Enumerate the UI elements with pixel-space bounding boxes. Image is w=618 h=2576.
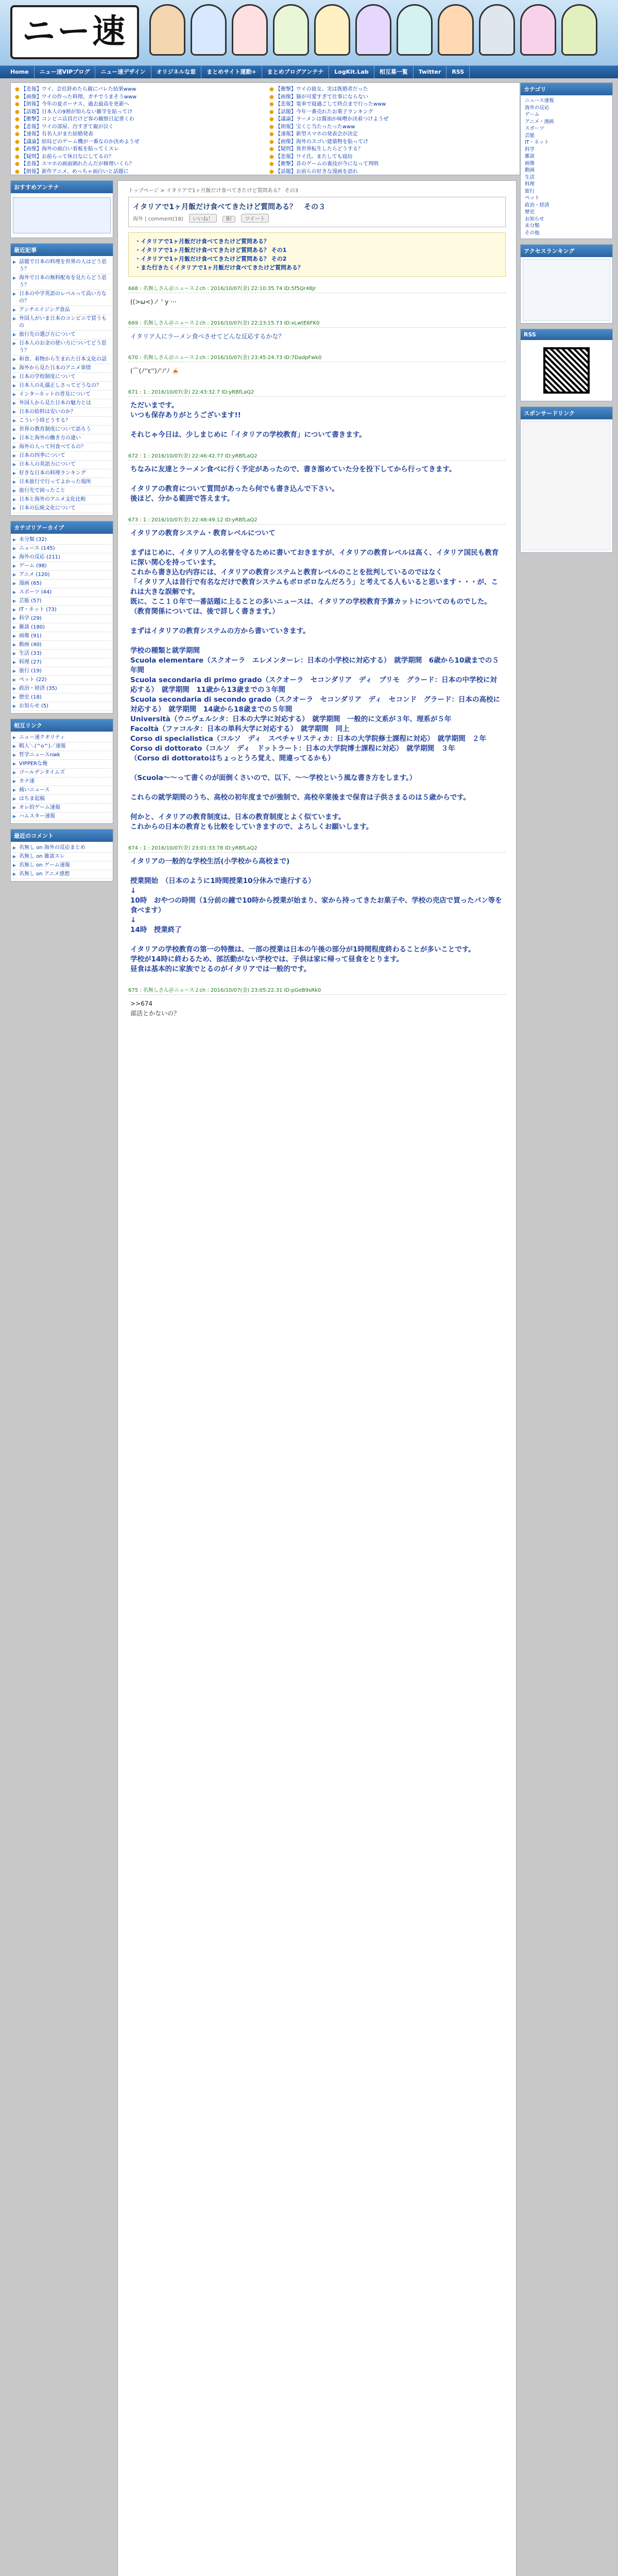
sidebar-box — [520, 406, 613, 553]
sidebar-box-title: RSS — [521, 329, 612, 340]
sidebar-link[interactable]: その他 — [525, 230, 540, 236]
sidebar-link[interactable]: ▶ ニュース (145) — [13, 545, 111, 553]
sidebar-link[interactable]: ▶ 旅行 (19) — [13, 667, 111, 676]
response-body: ((>ω<)ノ ' y ··· — [130, 298, 177, 306]
sponsored-ad[interactable] — [523, 421, 610, 550]
character-illustration — [149, 4, 185, 56]
response-header: 673 : 1 : 2016/10/07(金) 22:48:49.12 ID:yRBfLaQ2 — [128, 515, 506, 524]
news-headline-link[interactable]: ● 【朗報】今年の夏ボーナス、過去最高を更新へ — [15, 101, 261, 109]
sidebar-box-body — [11, 256, 113, 515]
sidebar-link[interactable]: ▶ 名無し on アニメ感想 — [13, 870, 111, 879]
sidebar-link[interactable]: ▶ 芸能 (57) — [13, 597, 111, 606]
sidebar-link[interactable]: 海外の反応 — [525, 105, 550, 111]
header-illustration — [149, 4, 613, 62]
related-article-link[interactable]: ・イタリアで1ヶ月飯だけ食べてきたけど質問ある？ — [135, 238, 269, 245]
sidebar-link[interactable]: スポーツ — [525, 126, 544, 131]
news-headline-link[interactable]: ● 【話題】お前らの好きな漫画を語れ — [269, 168, 516, 176]
thread-response — [128, 843, 506, 978]
news-headline-link[interactable]: ● 【衝撃】昔のゲームの裏技が今になって判明 — [269, 161, 516, 168]
sidebar-link[interactable]: ▶ 日本の中学英語のレベルって高い方なの？ — [13, 290, 111, 306]
sidebar-box-title: カテゴリ — [521, 83, 612, 95]
response-header: 675 : 名無しさん＠ニュース２ch : 2016/10/07(金) 23:05:22.31 ID:pGeB9sRk0 — [128, 986, 506, 995]
thread-response — [128, 451, 506, 508]
sidebar-link[interactable]: ▶ 画像 (91) — [13, 632, 111, 641]
response-body: ちなみに友達とラーメン食べに行く予定があったので、書き溜めていた分を投下してから行ってきます。 イタリアの教育について質問があったら何でも書き込んで下さい。 後ほど、分かる範囲で答えます。 — [130, 465, 456, 503]
sidebar-box-body — [521, 257, 612, 323]
nav-link[interactable]: オリジネルな窓 — [151, 66, 202, 78]
character-illustration — [520, 4, 556, 56]
sidebar-link[interactable]: ▶ はちま起稿 — [13, 795, 111, 804]
thread-response — [128, 986, 506, 1023]
sidebar-box-title: 最近記事 — [11, 244, 113, 256]
facebook-like-button[interactable]: いいね！ — [189, 214, 217, 223]
sidebar-box-title: 相互リンク — [11, 719, 113, 732]
news-headline-link[interactable]: ● 【疑問】異世界転生したらどうする？ — [269, 146, 516, 154]
nav-link[interactable]: Twitter — [414, 66, 447, 78]
sidebar-box-body — [11, 534, 113, 713]
nav-link[interactable]: ニュー速デザイン — [95, 66, 151, 78]
character-illustration — [355, 4, 391, 56]
article-meta — [133, 214, 501, 223]
sidebar-link[interactable]: ▶ 哲学ニュースnwk — [13, 751, 111, 760]
sidebar-link[interactable]: 雑談 — [525, 154, 535, 159]
nav-link[interactable]: RSS — [447, 66, 470, 78]
response-header: 674 : 1 : 2016/10/07(金) 23:01:33.78 ID:yRBfLaQ2 — [128, 843, 506, 853]
related-articles — [128, 232, 506, 277]
news-headline-link[interactable]: ● 【速報】有名人がまた結婚発表 — [15, 131, 261, 139]
category-comment-count[interactable]: 海外 | comment(18) — [133, 216, 183, 222]
sidebar-box-body — [11, 193, 113, 238]
news-headline-link[interactable]: ● 【悲報】ワイ氏、またしても寝坊 — [269, 154, 516, 161]
sidebar-link[interactable]: ▶ 科学 (29) — [13, 615, 111, 623]
tweet-button[interactable]: ツイート — [241, 214, 269, 223]
sidebar-box-body — [521, 340, 612, 401]
news-headline-link[interactable]: ● 【悲報】電車で寝過ごして終点まで行ったwww — [269, 101, 516, 109]
sidebar-link[interactable]: 動画 — [525, 167, 535, 173]
nav-link[interactable]: Home — [5, 66, 35, 78]
news-headline-link[interactable]: ● 【速報】新型スマホの発表会が決定 — [269, 131, 516, 139]
sidebar-link[interactable]: ▶ 好きな日本の料理ランキング — [13, 469, 111, 478]
nav-link[interactable]: まとめブログアンテナ — [262, 66, 330, 78]
thread-responses — [128, 284, 506, 1023]
sidebar-link[interactable]: ▶ ペット (22) — [13, 676, 111, 685]
sidebar-box — [10, 719, 113, 824]
sidebar-link[interactable]: 未分類 — [525, 223, 540, 229]
sidebar-link[interactable]: ニュース速報 — [525, 98, 554, 104]
news-headline-link[interactable]: ● 【画像】ワイの作った料理、ガチでうまそうwww — [15, 94, 261, 101]
sidebar-box-body — [11, 732, 113, 823]
nav-link[interactable]: LogKit.Lab — [329, 66, 374, 78]
related-article-link[interactable]: ・イタリアで1ヶ月飯だけ食べてきたけど質問ある？ その2 — [135, 256, 287, 262]
sidebar-link[interactable]: ▶ 海外で日本の無料配布を見たらどう思う？ — [13, 274, 111, 290]
sidebar-link[interactable]: ペット — [525, 195, 540, 201]
sidebar-link[interactable]: ▶ 外国人がいま日本のコンビニで買うもの — [13, 315, 111, 331]
character-illustration — [191, 4, 227, 56]
thread-response — [128, 387, 506, 444]
antenna-banner[interactable] — [13, 197, 111, 233]
news-headline-link[interactable]: ● 【議論】結局どのゲーム機が一番なのか決めようぜ — [15, 139, 261, 146]
character-illustration — [273, 4, 309, 56]
sidebar-link[interactable]: ▶ 日本の学校制度について — [13, 373, 111, 382]
sidebar-link[interactable]: ▶ インターネットの普及について — [13, 391, 111, 399]
sidebar-link[interactable]: ▶ 生活 (33) — [13, 650, 111, 658]
sidebar-link[interactable]: ▶ 名無し on 海外の反応まとめ — [13, 844, 111, 853]
sidebar-link[interactable]: 旅行 — [525, 188, 535, 194]
sidebar-link[interactable]: 画像 — [525, 160, 535, 166]
sidebar-link[interactable]: ▶ 日本と海外の働き方の違い — [13, 434, 111, 443]
news-headline-link[interactable]: ● 【話題】日本人の9割が知らない雑学を貼ってけ — [15, 109, 261, 116]
news-headline-link[interactable]: ● 【朗報】新作アニメ、めっちゃ面白いと話題に — [15, 168, 261, 176]
sidebar-link[interactable]: ▶ 名無し on 雑談スレ — [13, 853, 111, 861]
sidebar-link[interactable]: ▶ 海外の反応 (211) — [13, 553, 111, 562]
sidebar-link[interactable]: ▶ VIPPERな俺 — [13, 760, 111, 769]
character-illustration — [438, 4, 474, 56]
sidebar-link[interactable]: ▶ カナ速 — [13, 777, 111, 786]
sidebar-link[interactable]: ▶ お知らせ (5) — [13, 702, 111, 711]
news-headline-link[interactable]: ● 【衝撃】ワイの彼女、実は既婚者だった — [269, 86, 516, 94]
sidebar-link[interactable]: お知らせ — [525, 216, 544, 222]
sidebar-link[interactable]: 科学 — [525, 146, 535, 152]
sidebar-link[interactable]: ▶ 政治・経済 (35) — [13, 685, 111, 693]
site-logo[interactable]: ニー速 — [10, 5, 139, 59]
sidebar-link[interactable]: ▶ 和食、着物から生まれた日本文化の話 — [13, 355, 111, 364]
sidebar-link[interactable]: ▶ 未分類 (32) — [13, 536, 111, 545]
sidebar-box — [10, 521, 113, 714]
sidebar-box — [520, 82, 613, 239]
related-article-link[interactable]: ・イタリアで1ヶ月飯だけ食べてきたけど質問ある？ その1 — [135, 247, 287, 253]
sidebar-box-body — [521, 419, 612, 552]
sidebar-link[interactable]: 生活 — [525, 174, 535, 180]
hatena-bookmark-button[interactable]: B! — [222, 216, 235, 223]
sidebar-link[interactable]: 芸能 — [525, 132, 535, 139]
sidebar-link[interactable]: ▶ 日本の伝統文化について — [13, 504, 111, 513]
response-header: 672 : 1 : 2016/10/07(金) 22:46:42.77 ID:yRBfLaQ2 — [128, 451, 506, 461]
news-column-left — [11, 83, 265, 175]
news-headline-link[interactable]: ● 【朗報】宝くじ当たったったwww — [269, 124, 516, 131]
sidebar-box-body — [521, 95, 612, 239]
news-headline-link[interactable]: ● 【悲報】ワイ、会社辞めたら親にバレた結果www — [15, 86, 261, 94]
sidebar-box-title: おすすめアンテナ — [11, 181, 113, 193]
sidebar-link[interactable]: ゲーム — [525, 112, 540, 117]
sidebar-link[interactable]: ▶ 旅行先の選び方について — [13, 331, 111, 340]
response-body: (⌒(ﾉ''ε'')ﾉ'ﾉ'ﾉ 🍝 — [130, 367, 180, 375]
response-header: 670 : 名無しさん＠ニュース２ch : 2016/10/07(金) 23:45:24.73 ID:7DadpFwk0 — [128, 353, 506, 362]
sidebar-link[interactable]: ▶ 旅行先で困ったこと — [13, 487, 111, 496]
response-body: ただいまです。 いつも保存ありがとうございます!! それじゃ今日は、少しまじめに「イタリアの学校教育」について書きます。 — [130, 401, 366, 439]
sidebar-box-title: 最近のコメント — [11, 829, 113, 842]
sidebar-box — [520, 329, 613, 401]
news-headline-link[interactable]: ● 【衝撃】コンビニ店員だけど客の観察日記書くわ — [15, 116, 261, 124]
nav-link[interactable]: 相互募一覧 — [374, 66, 414, 78]
response-body: イタリアの教育システム・教育レベルについて まずはじめに、イタリア人の名誉を守るために書いておきますが、イタリアの教育レベルは高く、イタリア国民も教育に深い関心を持っています。 これから書き込む内容には、イタリアの教育システムと教育レベルのことを批判しているのではなく 「イタリア人は昔行で有名なだけで教育システムもボロボロなんだろう」と考えてる人もいると思います・・・が、これは大きな誤解です。 既に、ここ１０年で一番話題に上ることの多いニュースは、イタリアの学校教育予算カットについてのものでした。 （教育関係については、後で詳しく書きます。） まずはイタリアの教育システムの方から書いていきます。 学校の種類と就学期間 Scuola elementare（スクオーラ エレメンターレ：日本の小学校に対応する） 就学期間 6歳から10歳までの５年間 Scuola secondaria di primo grado（スクオーラ セコンダリア ディ プリモ グラード：日本の中学校に対応する） 就学期間 11歳から13歳までの３年間 Scuola secondaria di secondo grado（スクオーラ セコンダリア ディ セコンド グラード：日本の高校に対応する） 就学期間 14歳から18歳までの５年間 Università（ウニヴェルシタ：日本の大学に対応する） 就学期間 一般的に文系が３年、理系が５年 Facoltà（ファコルタ：日本の単科大学に対応する） 就学期間 同上 Corso di specialistica（コルソ ディ スペチャリスティカ：日本の大学院修士課程に対応） 就学期間 ２年 Corso di dottorato（コルソ ディ ドットラート：日本の大学院博士課程に対応） 就学期間 ３年 （Corso di dottoratoはちょっとうろ覚え、間違ってるかも） （Scuola～～って書くのが面倒くさいので、以下、～～学校という風な書き方をします。） これらの就学期間のうち、高校の初年度までが強制で、高校卒業後まで保育は子供さまるのは５歳からです。 何かと、イタリアの教育制度は、日本の教育制度とよく似ています。 これからの日本の教育とも比較をしていきますので、よろしくお願いします。 — [130, 529, 500, 831]
nav-link[interactable]: まとめサイト運動+ — [201, 66, 262, 78]
sidebar-link[interactable]: 歴史 — [525, 209, 535, 215]
sidebar-link[interactable]: ▶ こういう時どうする？ — [13, 417, 111, 426]
sidebar-box-title: スポンサードリンク — [521, 407, 612, 419]
sidebar-link[interactable]: ▶ 日本の四季について — [13, 452, 111, 461]
sidebar-link[interactable]: ▶ 漫画 (65) — [13, 580, 111, 588]
global-nav — [0, 66, 618, 78]
character-illustration — [232, 4, 268, 56]
qr-code-image — [543, 347, 590, 394]
sidebar-link[interactable]: ▶ ゴールデンタイムズ — [13, 769, 111, 777]
character-illustration — [479, 4, 515, 56]
sidebar-link[interactable]: ▶ 名無し on ゲーム速報 — [13, 861, 111, 870]
response-body: イタリア人にラーメン食べさせてどんな反応するかな？ — [130, 333, 285, 340]
sidebar-link[interactable]: ▶ オレ的ゲーム速報 — [13, 804, 111, 812]
news-headline-link[interactable]: ● 【悲報】ワイの部屋、汚すぎて親が泣く — [15, 124, 261, 131]
sidebar-link[interactable]: 料理 — [525, 181, 535, 187]
character-illustration — [314, 4, 350, 56]
thread-response — [128, 353, 506, 380]
sidebar-box — [10, 243, 113, 516]
sidebar-link[interactable]: ▶ 日本と海外のアニメ文化比較 — [13, 496, 111, 504]
news-headline-link[interactable]: ● 【疑問】お前らって休日なにしてるの？ — [15, 154, 261, 161]
ranking-widget[interactable] — [523, 259, 610, 321]
news-headline-link[interactable]: ● 【画像】海外の面白い看板を貼ってくスレ — [15, 146, 261, 154]
sidebar-link[interactable]: IT・ネット — [525, 140, 549, 145]
sidebar-link[interactable]: ▶ 歴史 (18) — [13, 693, 111, 702]
sidebar-link[interactable]: ▶ ゲーム (98) — [13, 562, 111, 571]
nav-link[interactable]: ニュー速VIPブログ — [35, 66, 96, 78]
sidebar-link[interactable]: ▶ 世界の教育制度について語ろう — [13, 426, 111, 434]
sidebar-box — [10, 829, 113, 882]
response-body: >>674 部活とかないの？ — [130, 1000, 180, 1017]
news-headline-link[interactable]: ● 【画像】猫が可愛すぎて仕事にならない — [269, 94, 516, 101]
sidebar-link[interactable]: ▶ アニメ (120) — [13, 571, 111, 580]
sidebar-link[interactable]: ▶ 日本人のお金の使い方についてどう思う？ — [13, 340, 111, 355]
news-headline-link[interactable]: ● 【話題】今年一番売れたお菓子ランキング — [269, 109, 516, 116]
sidebar-link[interactable]: ▶ IT・ネット (73) — [13, 606, 111, 615]
thread-response — [128, 284, 506, 311]
sidebar-link[interactable]: ▶ 日本人の英語力について — [13, 461, 111, 469]
sidebar-link[interactable]: 政治・経済 — [525, 202, 550, 208]
sidebar-link[interactable]: ▶ 痛いニュース — [13, 786, 111, 795]
sidebar-link[interactable]: ▶ スポーツ (44) — [13, 588, 111, 597]
news-headline-link[interactable]: ● 【議論】ラーメンは醤油か味噌か決着つけようぜ — [269, 116, 516, 124]
related-article-link[interactable]: ・また行きたくイタリアで1ヶ月飯だけ食べてきたけど質問ある？ — [135, 264, 303, 271]
left-sidebar — [10, 180, 113, 1649]
sidebar-link[interactable]: ▶ 海外から見た日本のアニメ事情 — [13, 364, 111, 373]
sidebar-link[interactable]: ▶ 海外の人って何食べてるの？ — [13, 443, 111, 452]
sidebar-link[interactable]: ▶ ニュー速クオリティ — [13, 734, 111, 742]
character-illustration — [561, 4, 597, 56]
site-header — [0, 0, 618, 66]
article-header — [128, 197, 506, 227]
breadcrumb: トップページ > イタリアで1ヶ月飯だけ食べてきたけど質問ある？ その3 — [128, 188, 299, 194]
sidebar-box — [520, 244, 613, 324]
news-headline-link[interactable]: ● 【画像】海外のスゴい建築物を貼ってけ — [269, 139, 516, 146]
sidebar-link[interactable]: ▶ アンチエイジング食品 — [13, 306, 111, 315]
sidebar-link[interactable]: ▶ ハムスター速報 — [13, 812, 111, 821]
sidebar-link[interactable]: ▶ 動画 (40) — [13, 641, 111, 650]
headline-news — [10, 82, 520, 175]
sidebar-link[interactable]: ▶ 話題で日本の料理を世界の人はどう思う？ — [13, 258, 111, 274]
response-header: 669 : 名無しさん＠ニュース２ch : 2016/10/07(金) 22:23:15.73 ID:xLwtE6FK0 — [128, 318, 506, 328]
character-illustration — [397, 4, 433, 56]
sidebar-link[interactable]: ▶ 外国人から見た日本の魅力とは — [13, 399, 111, 408]
right-sidebar — [520, 82, 613, 1577]
sidebar-link[interactable]: ▶ 日本の給料は安いのか？ — [13, 408, 111, 417]
response-body: イタリアの一般的な学校生活(小学校から高校まで) 授業開始 （日本のように1時間授業10分休みで進行する） ↓ 10時 おやつの時間（1分前の鐘で10時から授業が始まり、家から持ってきたお菓子や、学校の売店で買ったパン等を食べます） ↓ 14時 授業終了 イタリアの学校教育の第一の特徴は、一部の授業は日本の午後の部分が1時間程度終わることが多いことです。 学校が14時に終わるため、部活動がない学校では、子供は家に帰って昼食をとります。 昼食は基本的に家族でとるのがイタリアでは一般的です。 — [130, 857, 502, 973]
sidebar-box — [10, 180, 113, 238]
thread-response — [128, 515, 506, 836]
response-header: 671 : 1 : 2016/10/07(金) 22:43:32.7 ID:yRBfLaQ2 — [128, 387, 506, 397]
sidebar-box-title: アクセスランキング — [521, 245, 612, 257]
main-content — [117, 180, 517, 2576]
response-header: 668 : 名無しさん＠ニュース２ch : 2016/10/07(金) 22:10:35.74 ID:5f5Qr48Jr — [128, 284, 506, 293]
thread-response — [128, 318, 506, 346]
sidebar-link[interactable]: ▶ 日本旅行で行ってよかった場所 — [13, 478, 111, 487]
sidebar-box-body — [11, 842, 113, 881]
article-title: イタリアで1ヶ月飯だけ食べてきたけど質問ある？ その３ — [133, 203, 326, 211]
sidebar-link[interactable]: ▶ 料理 (27) — [13, 658, 111, 667]
sidebar-box-title: カテゴリアーカイブ — [11, 521, 113, 534]
news-column-right — [265, 83, 520, 175]
sidebar-link[interactable]: ▶ 雑談 (180) — [13, 623, 111, 632]
news-headline-link[interactable]: ● 【悲報】スマホの画面割れたんだが修理いくら？ — [15, 161, 261, 168]
sidebar-link[interactable]: アニメ・漫画 — [525, 118, 554, 125]
sidebar-link[interactable]: ▶ 暇人＼(^o^)／速報 — [13, 742, 111, 751]
sidebar-link[interactable]: ▶ 日本人の礼儀正しさってどうなの？ — [13, 382, 111, 391]
